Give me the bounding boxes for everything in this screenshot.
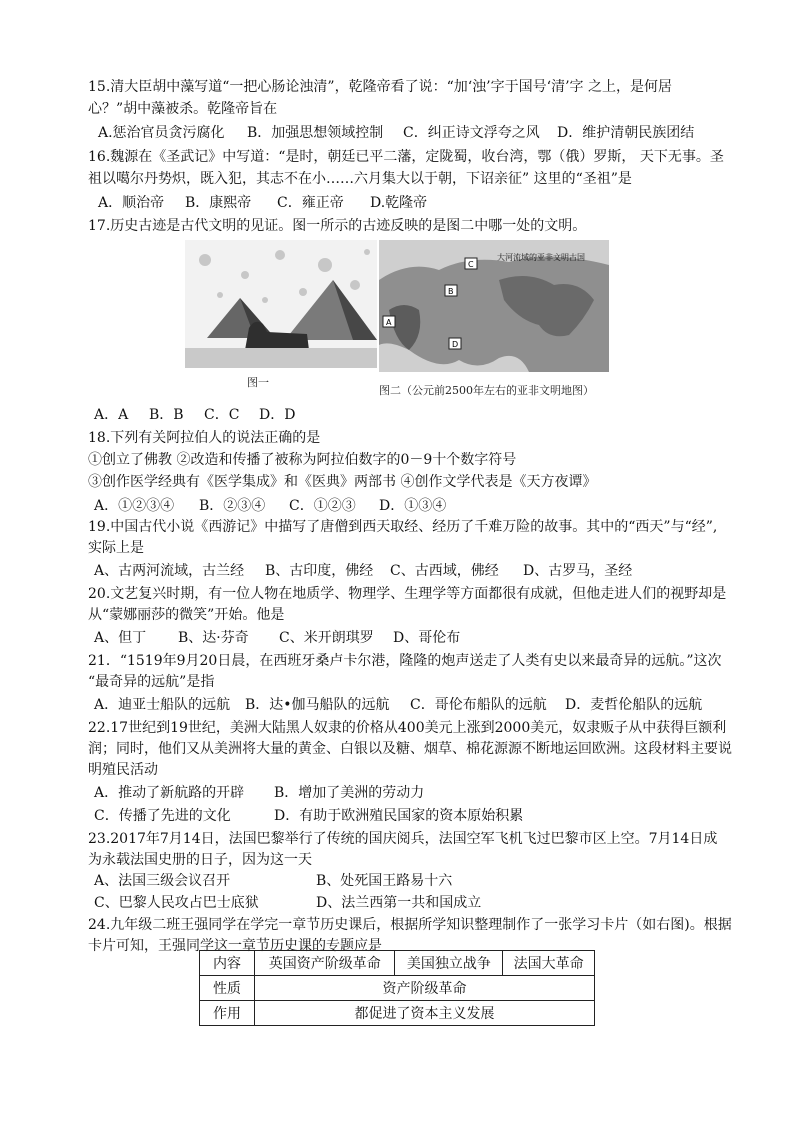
q19-stem-line2: 实际上是 [88,540,144,556]
q18-option-d: D．①③④ [379,498,447,514]
q15-stem-line1: 15.清大臣胡中藻写道“一把心肠论浊清”，乾隆帝看了说：“加‘浊’字于国号‘清’字 之上，是何居 [88,79,672,95]
pyramids-sphinx-image [185,240,377,368]
table-cell: 资产阶级革命 [255,976,595,1001]
q17-stem-line1: 17.历史古迹是古代文明的见证。图一所示的古迹反映的是图二中哪一处的文明。 [88,218,587,234]
q22-stem-line2: 润；同时，他们又从美洲将大量的黄金、白银以及糖、烟草、棉花源源不断地运回欧洲。这段材料主要说 [88,741,732,757]
table-cell: 都促进了资本主义发展 [255,1001,595,1026]
table-cell: 法国大革命 [503,951,595,976]
table-cell: 英国资产阶级革命 [255,951,395,976]
table-row [200,951,595,976]
q15-option-b: B．加强思想领域控制 [247,125,384,141]
q16-option-d: D.乾隆帝 [370,195,428,211]
row-label-effect: 作用 [200,1001,255,1026]
map-title: 大河流域的亚非文明古国 [497,253,585,262]
q22-option-c: C．传播了先进的文化 [94,808,231,824]
q17-option-b: B．B [149,407,184,423]
q18-item-line1: ①创立了佛教 ②改造和传播了被称为阿拉伯数字的0－9十个数字符号 [88,452,517,468]
q19-stem-line1: 19.中国古代小说《西游记》中描写了唐僧到西天取经、经历了千难万险的故事。其中的“西天”与“经”, [88,519,718,535]
figure-2-caption: 图二（公元前2500年左右的亚非文明地图） [379,384,594,397]
q21-option-c: C．哥伦布船队的远航 [410,697,547,713]
q23-stem-line2: 为永载法国史册的日子，因为这一天 [88,852,312,868]
q15-option-c: C．纠正诗文浮夸之风 [403,125,540,141]
q19-option-b: B、古印度，佛经 [265,563,374,579]
afro-asian-civilization-map [379,240,609,372]
q18-option-b: B．②③④ [199,498,266,514]
q22-option-d: D．有助于欧洲殖民国家的资本原始积累 [274,808,524,824]
q20-option-c: C、米开朗琪罗 [279,630,374,646]
q20-stem-line2: 从“蒙娜丽莎的微笑”开始。他是 [88,607,285,623]
q23-option-a: A、法国三级会议召开 [94,873,231,889]
q18-option-a: A．①②③④ [94,498,175,514]
q23-stem-line1: 23.2017年7月14日，法国巴黎举行了传统的国庆阅兵，法国空军飞机飞过巴黎市区上空。7月14日成 [88,831,718,847]
q16-stem-line1: 16.魏源在《圣武记》中写道：“是时，朝廷已平二藩，定陇蜀，收台湾，鄂（俄）罗斯， 天下无事。圣 [88,149,724,165]
map-label-b: B [448,287,454,296]
q21-option-a: A．迪亚士船队的远航 [94,697,231,713]
study-card-table [199,950,595,1026]
q16-option-b: B．康熙帝 [185,195,252,211]
q16-option-c: C．雍正帝 [277,195,344,211]
row-label-content: 内容 [200,951,255,976]
q21-stem-line1: 21．“1519年9月20日晨，在西班牙桑卢卡尔港，隆隆的炮声送走了人类有史以来最奇异的远航。”这次 [88,653,722,669]
q20-option-d: D、哥伦布 [393,630,461,646]
table-cell: 美国独立战争 [395,951,503,976]
q24-stem-line1: 24.九年级二班王强同学在学完一章节历史课后，根据所学知识整理制作了一张学习卡片（如右图)。根据 [88,917,732,933]
q21-option-b: B．达•伽马船队的远航 [245,697,390,713]
q20-option-b: B、达·芬奇 [178,630,249,646]
q16-option-a: A．顺治帝 [98,195,165,211]
q15-stem-line2: 心？”胡中藻被杀。乾隆帝旨在 [88,101,278,117]
q19-option-c: C、古西域，佛经 [390,563,499,579]
q22-option-a: A．推动了新航路的开辟 [94,785,245,801]
q18-stem-line1: 18.下列有关阿拉伯人的说法正确的是 [88,430,321,446]
q19-option-d: D、古罗马，圣经 [523,563,633,579]
q15-option-d: D．维护清朝民族团结 [557,125,695,141]
q17-option-a: A．A [94,407,129,423]
q20-option-a: A、但丁 [94,630,147,646]
q23-option-c: C、巴黎人民攻占巴士底狱 [94,895,259,911]
q23-option-d: D、法兰西第一共和国成立 [316,895,482,911]
q22-option-b: B．增加了美洲的劳动力 [274,785,425,801]
q20-stem-line1: 20.文艺复兴时期，有一位人物在地质学、物理学、生理学等方面都很有成就，但他走进人们的视野却是 [88,586,727,602]
q22-stem-line3: 明殖民活动 [88,762,158,778]
q23-option-b: B、处死国王路易十六 [316,873,453,889]
map-label-c: C [468,260,474,269]
q17-option-c: C．C [204,407,240,423]
q19-option-a: A、古两河流域，古兰经 [94,563,245,579]
q17-option-d: D．D [259,407,296,423]
table-row [200,976,595,1001]
table-row [200,1001,595,1026]
q18-option-c: C．①②③ [289,498,356,514]
q16-stem-line2: 祖以噶尔丹势炽，既入犯，其志不在小……六月集大以于朝，下诏亲征” 这里的“圣祖”是 [88,171,632,187]
q15-option-a: A.惩治官员贪污腐化 [98,125,225,141]
q24-stem-line2: 卡片可知，王强同学这一章节历史课的专题应是 [88,938,382,954]
q17-figures [185,240,610,402]
q21-option-d: D．麦哲伦船队的远航 [565,697,703,713]
row-label-nature: 性质 [200,976,255,1001]
map-label-d: D [452,340,459,349]
figure-1-caption: 图一 [247,376,269,389]
q21-stem-line2: “最奇异的远航”是指 [88,674,215,690]
q18-item-line2: ③创作医学经典有《医学集成》和《医典》两部书 ④创作文学代表是《天方夜谭》 [88,474,597,490]
q22-stem-line1: 22.17世纪到19世纪，美洲大陆黑人奴隶的价格从400美元上涨到2000美元，奴隶贩子从中获得巨额利 [88,720,727,736]
map-label-a: A [386,318,392,327]
